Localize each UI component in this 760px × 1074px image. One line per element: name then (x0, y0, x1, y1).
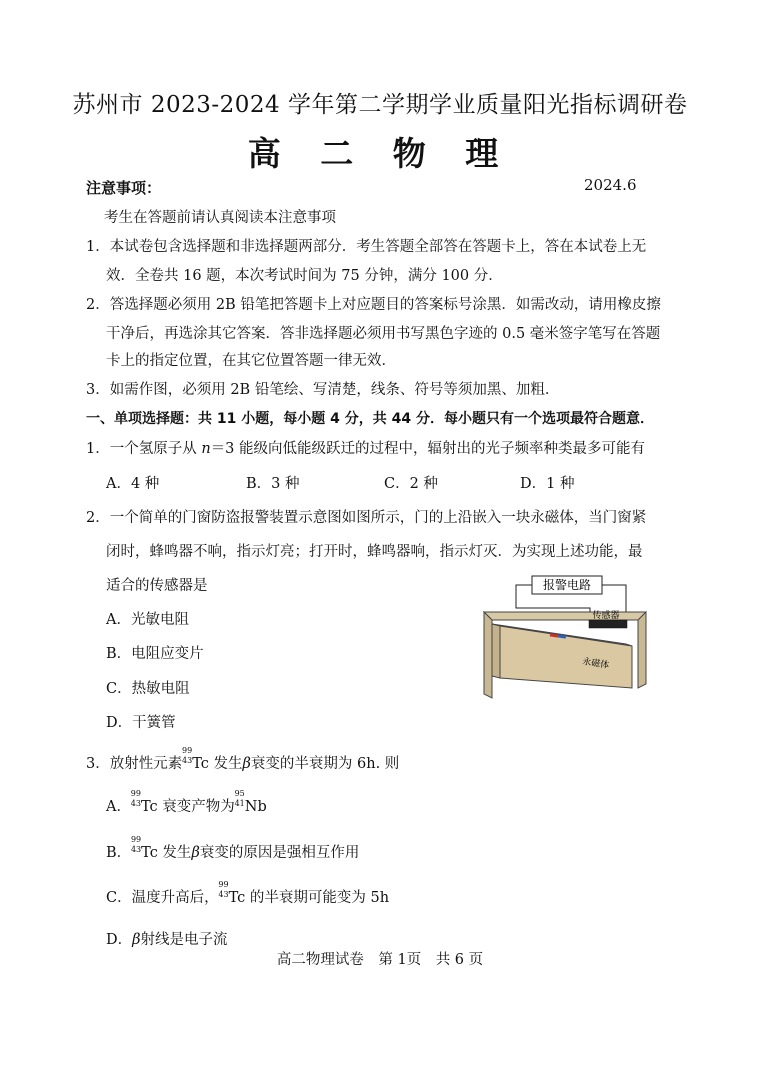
q2-option-a[interactable]: A．光敏电阻 (106, 612, 189, 628)
notice-item: 干净后，再选涂其它答案．答非选择题必须用书写黑色字迹的 0.5 毫米签字笔写在答题 (106, 326, 661, 342)
q3-option-b[interactable]: B． 99 43 Tc 发生β衰变的原因是强相互作用 (106, 835, 360, 861)
exam-date: 2024.6 (584, 176, 637, 194)
question-3-stem: 3．放射性元素 99 43 Tc 发生β衰变的半衰期为 6h. 则 (86, 746, 400, 772)
question-2-stem: 闭时，蜂鸣器不响，指示灯亮；打开时，蜂鸣器响，指示灯灭．为实现上述功能，最 (106, 544, 643, 560)
q2-option-b[interactable]: B．电阻应变片 (106, 646, 204, 662)
notice-item: 2．答选择题必须用 2B 铅笔把答题卡上对应题目的答案标号涂黑．如需改动，请用橡皮擦 (86, 297, 661, 313)
alarm-circuit-label: 报警电路 (542, 578, 592, 592)
q3-option-c[interactable]: C．温度升高后， 99 43 Tc 的半衰期可能变为 5h (106, 880, 390, 906)
page-footer: 高二物理试卷 第 1页 共 6 页 (276, 952, 484, 968)
door-side (492, 624, 500, 678)
sensor-block (589, 620, 627, 628)
question-1-stem: 1．一个氢原子从 n＝3 能级向低能级跃迁的过程中，辐射出的光子频率种类最多可能有 (86, 441, 646, 457)
q3-option-d[interactable]: D．β射线是电子流 (106, 932, 228, 948)
door-alarm-figure (480, 574, 650, 700)
q2-option-c[interactable]: C．热敏电阻 (106, 681, 190, 697)
frame-top (484, 612, 646, 620)
subject-title: 高 二 物 理 (247, 134, 513, 173)
q3-option-a[interactable]: A． 99 43 Tc 衰变产物为 95 41 Nb (106, 789, 267, 815)
notice-item: 效．全卷共 16 题，本次考试时间为 75 分钟，满分 100 分． (106, 268, 503, 284)
notice-heading: 注意事项： (86, 179, 162, 197)
question-2-stem: 2．一个简单的门窗防盗报警装置示意图如图所示，门的上沿嵌入一块永磁体，当门窗紧 (86, 510, 647, 526)
notice-item: 1．本试卷包含选择题和非选择题两部分．考生答题全部答在答题卡上，答在本试卷上无 (86, 239, 647, 255)
q1-option-a[interactable]: A．4 种 (106, 476, 160, 492)
notice-item: 卡上的指定位置，在其它位置答题一律无效． (106, 353, 396, 369)
q2-option-d[interactable]: D．干簧管 (106, 715, 176, 731)
q1-option-c[interactable]: C．2 种 (384, 476, 438, 492)
question-2-stem: 适合的传感器是 (106, 578, 208, 594)
magnet-label: 永磁体 (581, 657, 610, 672)
q1-option-b[interactable]: B．3 种 (246, 476, 300, 492)
exam-title: 苏州市 2023-2024 学年第二学期学业质量阳光指标调研卷 (72, 92, 688, 118)
notice-intro: 考生在答题前请认真阅读本注意事项 (104, 210, 336, 226)
frame-left (484, 612, 492, 698)
q1-option-d[interactable]: D．1 种 (520, 476, 575, 492)
frame-right (638, 612, 646, 688)
sensor-label: 传感器 (592, 611, 620, 621)
section-heading: 一、单项选择题：共 11 小题，每小题 4 分，共 44 分．每小题只有一个选项最符合题意． (86, 411, 654, 427)
notice-item: 3．如需作图，必须用 2B 铅笔绘、写清楚，线条、符号等须加黑、加粗． (86, 382, 560, 398)
